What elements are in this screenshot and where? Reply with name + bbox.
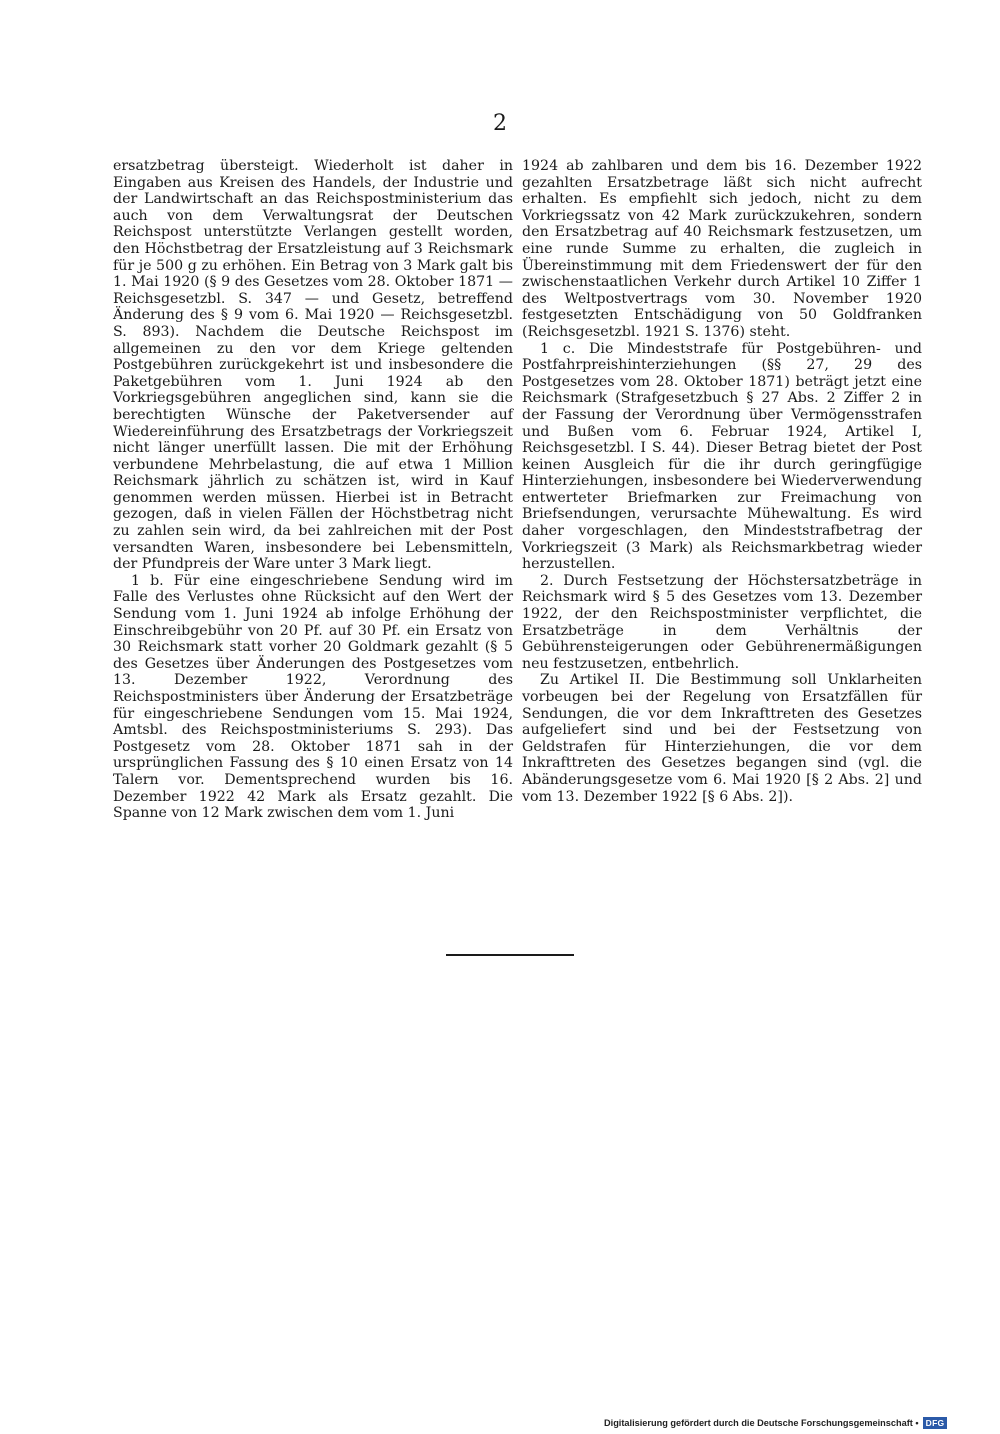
left-column bbox=[113, 158, 513, 822]
paragraph: 1924 ab zahlbaren und dem bis 16. Dezember 1922 gezahlten Ersatzbetrage läßt sich nicht aufrecht erhalten. Es empfiehlt sich jedoch, nicht zu dem Vorkriegssatz von 42 Mark zurückzukehren, sondern den Ersatzbetrag auf 40 Reichsmark festzusetzen, um eine runde Summe zu erhalten, die zugleich in Übereinstimmung mit dem Friedenswert der für den zwischenstaatlichen Verkehr durch Artikel 10 Ziffer 1 des Weltpostvertrags vom 30. November 1920 festgesetzten Entschädigung von 50 Goldfranken (Reichsgesetzbl. 1921 S. 1376) steht. bbox=[522, 158, 922, 340]
paragraph: 2. Durch Festsetzung der Höchstersatzbeträge in Reichsmark wird § 5 des Gesetzes vom 13. Dezember 1922, der den Reichspostminister verpflichtet, die Ersatzbeträge in dem Verhältnis der Gebührensteigerungen oder Gebührenermäßigungen neu festzusetzen, entbehrlich. bbox=[522, 572, 922, 672]
footer-text: Digitalisierung gefördert durch die Deutsche Forschungsgemeinschaft • bbox=[604, 1418, 919, 1428]
paragraph: Zu Artikel II. Die Bestimmung soll Unklarheiten vorbeugen bei der Regelung von Ersatzfällen für Sendungen, die vor dem Inkrafttreten des Gesetzes aufgeliefert sind und bei der Festsetzung von Geldstrafen für Hinterziehungen, die vor dem Inkrafttreten des Gesetzes begangen sind (vgl. die Abänderungsgesetze vom 6. Mai 1920 [§ 2 Abs. 2] und vom 13. Dezember 1922 [§ 6 Abs. 2]). bbox=[522, 672, 922, 805]
page-number: 2 bbox=[493, 111, 507, 136]
right-column bbox=[522, 158, 922, 805]
paragraph: ersatzbetrag übersteigt. Wiederholt ist daher in Eingaben aus Kreisen des Handels, der Industrie und der Landwirtschaft an das Reichspostministerium das auch von dem Verwaltungsrat der Deutschen Reichspost unterstützte Verlangen gestellt worden, den Höchstbetrag der Ersatzleistung auf 3 Reichsmark für je 500 g zu erhöhen. Ein Betrag von 3 Mark galt bis 1. Mai 1920 (§ 9 des Gesetzes vom 28. Oktober 1871 — Reichsgesetzbl. S. 347 — und Gesetz, betreffend Änderung des § 9 vom 6. Mai 1920 — Reichsgesetzbl. S. 893). Nachdem die Deutsche Reichspost im allgemeinen zu den vor dem Kriege geltenden Postgebühren zurückgekehrt ist und insbesondere die Paketgebühren vom 1. Juni 1924 ab den Vorkriegsgebühren angeglichen sind, kann sie die berechtigten Wünsche der Paketversender auf Wiedereinführung des Ersatzbetrags der Vorkriegszeit nicht länger unerfüllt lassen. Die mit der Erhöhung verbundene Mehrbelastung, die auf etwa 1 Million Reichsmark jährlich zu schätzen ist, wird in Kauf genommen werden müssen. Hierbei ist in Betracht gezogen, daß in vielen Fällen der Höchstbetrag nicht zu zahlen sein wird, da bei zahlreichen mit der Post versandten Waren, insbesondere bei Lebensmitteln, der Pfundpreis der Ware unter 3 Mark liegt. bbox=[113, 158, 513, 573]
digitization-footer bbox=[604, 1416, 947, 1430]
paragraph: 1 c. Die Mindeststrafe für Postgebühren- und Postfahrpreishinterziehungen (§§ 27, 29 des Postgesetzes vom 28. Oktober 1871) beträgt jetzt eine Reichsmark (Strafgesetzbuch § 27 Abs. 2 Ziffer 2 in der Fassung der Verordnung über Vermögensstrafen und Bußen vom 6. Februar 1924, Artikel I, Reichsgesetzbl. I S. 44). Dieser Betrag bietet der Post keinen Ausgleich für die ihr durch geringfügige Hinterziehungen, insbesondere bei Wiederverwendung entwerteter Briefmarken zur Freimachung von Briefsendungen, verursachte Mühewaltung. Es wird daher vorgeschlagen, den Mindeststrafbetrag der Vorkriegszeit (3 Mark) als Reichsmarkbetrag wieder herzustellen. bbox=[522, 340, 922, 573]
dfg-logo-icon: DFG bbox=[923, 1417, 948, 1429]
paragraph: 1 b. Für eine eingeschriebene Sendung wird im Falle des Verlustes ohne Rücksicht auf den Wert der Sendung vom 1. Juni 1924 ab infolge Erhöhung der Einschreibgebühr von 20 Pf. auf 30 Pf. ein Ersatz von 30 Reichsmark statt vorher 20 Goldmark gezahlt (§ 5 des Gesetzes über Änderungen des Postgesetzes vom 13. Dezember 1922, Verordnung des Reichspostministers über Änderung der Ersatzbeträge für eingeschriebene Sendungen vom 15. Mai 1924, Amtsbl. des Reichspostministeriums S. 293). Das Postgesetz vom 28. Oktober 1871 sah in der ursprünglichen Fassung des § 10 einen Ersatz von 14 Talern vor. Dementsprechend wurden bis 16. Dezember 1922 42 Mark als Ersatz gezahlt. Die Spanne von 12 Mark zwischen dem vom 1. Juni bbox=[113, 572, 513, 822]
section-divider bbox=[446, 954, 574, 956]
